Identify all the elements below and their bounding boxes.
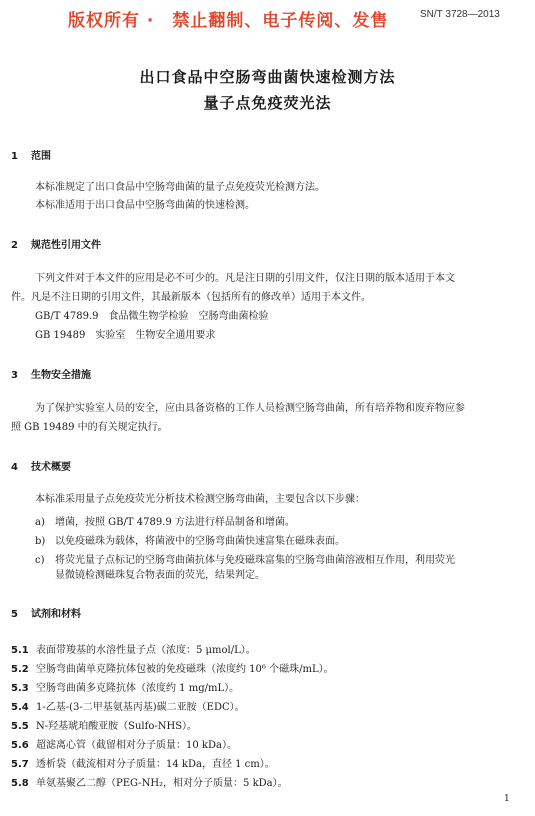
reference-entry: GB 19489 实验室 生物安全通用要求 <box>35 330 216 341</box>
reagent-item <box>11 679 239 694</box>
section-title: 生物安全措施 <box>31 370 91 381</box>
section-number: 5 <box>11 609 18 620</box>
reagent-text: 透析袋（截流相对分子质量：14 kDa，直径 1 cm）。 <box>36 759 275 770</box>
reagent-text: 单氨基聚乙二醇（PEG-NH₂，相对分子质量：5 kDa）。 <box>36 778 288 789</box>
overview-step <box>35 551 455 566</box>
reagent-item <box>11 755 275 770</box>
step-label: c) <box>35 555 45 566</box>
section-heading-reagents <box>11 605 81 620</box>
section-heading-scope <box>11 147 51 162</box>
scope-paragraph: 本标准规定了出口食品中空肠弯曲菌的量子点免疫荧光检测方法。 <box>35 182 325 193</box>
overview-step <box>35 513 295 528</box>
section-title: 范围 <box>31 151 51 162</box>
reagent-item <box>11 641 256 656</box>
reagent-number: 5.5 <box>11 721 29 732</box>
section-heading-normative-references <box>11 236 101 251</box>
section-title: 技术概要 <box>31 462 71 473</box>
reagent-item <box>11 774 288 789</box>
biosafety-paragraph: 为了保护实验室人员的安全，应由具备资格的工作人员检测空肠弯曲菌，所有培养物和废弃物应参 <box>35 403 465 414</box>
reagent-item <box>11 660 334 675</box>
reagent-item <box>11 698 245 713</box>
reagent-number: 5.2 <box>11 664 29 675</box>
section-heading-overview <box>11 458 71 473</box>
section-number: 2 <box>11 240 18 251</box>
section-number: 4 <box>11 462 18 473</box>
reagent-number: 5.3 <box>11 683 29 694</box>
section-number: 3 <box>11 370 18 381</box>
section-title: 规范性引用文件 <box>31 240 101 251</box>
reagent-number: 5.4 <box>11 702 29 713</box>
step-text: 将荧光量子点标记的空肠弯曲菌抗体与免疫磁珠富集的空肠弯曲菌溶液相互作用，利用荧光 <box>55 555 455 566</box>
document-number: SN/T 3728—2013 <box>420 9 500 20</box>
step-label: a) <box>35 517 45 528</box>
reagent-item <box>11 736 237 751</box>
reagent-item <box>11 717 197 732</box>
reagent-text: N-羟基琥珀酸亚胺（Sulfo-NHS）。 <box>36 721 198 732</box>
scope-paragraph: 本标准适用于出口食品中空肠弯曲菌的快速检测。 <box>35 200 255 211</box>
reagent-number: 5.8 <box>11 778 29 789</box>
step-text: 增菌，按照 GB/T 4789.9 方法进行样品制备和增菌。 <box>55 517 295 528</box>
section-title: 试剂和材料 <box>31 609 81 620</box>
reagent-number: 5.1 <box>11 645 29 656</box>
overview-intro: 本标准采用量子点免疫荧光分析技术检测空肠弯曲菌，主要包含以下步骤： <box>35 494 365 505</box>
step-label: b) <box>35 536 46 547</box>
page-number: 1 <box>504 794 510 804</box>
biosafety-paragraph-cont: 照 GB 19489 中的有关规定执行。 <box>11 422 168 433</box>
reagent-text: 1-乙基-(3-二甲基氨基丙基)碳二亚胺（EDC）。 <box>36 702 245 713</box>
watermark-banner: 版权所有 · 禁止翻制、电子传阅、发售 <box>68 11 389 31</box>
reagent-number: 5.7 <box>11 759 29 770</box>
normative-paragraph: 下列文件对于本文件的应用是必不可少的。凡是注日期的引用文件，仅注日期的版本适用于本文 <box>35 273 455 284</box>
reagent-text: 超滤离心管（截留相对分子质量：10 kDa）。 <box>36 740 237 751</box>
overview-step-cont: 显微镜检测磁珠复合物表面的荧光，结果判定。 <box>55 570 265 581</box>
reagent-text: 空肠弯曲菌多克隆抗体（浓度约 1 mg/mL）。 <box>36 683 240 694</box>
section-number: 1 <box>11 151 18 162</box>
reference-entry: GB/T 4789.9 食品微生物学检验 空肠弯曲菌检验 <box>35 311 269 322</box>
section-heading-biosafety <box>11 366 91 381</box>
page-subtitle: 量子点免疫荧光法 <box>203 94 332 112</box>
normative-paragraph-cont: 件。凡是不注日期的引用文件，其最新版本（包括所有的修改单）适用于本文件。 <box>11 292 371 303</box>
reagent-number: 5.6 <box>11 740 29 751</box>
page-title: 出口食品中空肠弯曲菌快速检测方法 <box>139 68 396 86</box>
reagent-text: 表面带羧基的水溶性量子点（浓度：5 μmol/L）。 <box>36 645 256 656</box>
overview-step <box>35 532 345 547</box>
reagent-text: 空肠弯曲菌单克隆抗体包被的免疫磁珠（浓度约 10⁶ 个磁珠/mL）。 <box>36 664 334 675</box>
step-text: 以免疫磁珠为载体，将菌液中的空肠弯曲菌快速富集在磁珠表面。 <box>55 536 345 547</box>
